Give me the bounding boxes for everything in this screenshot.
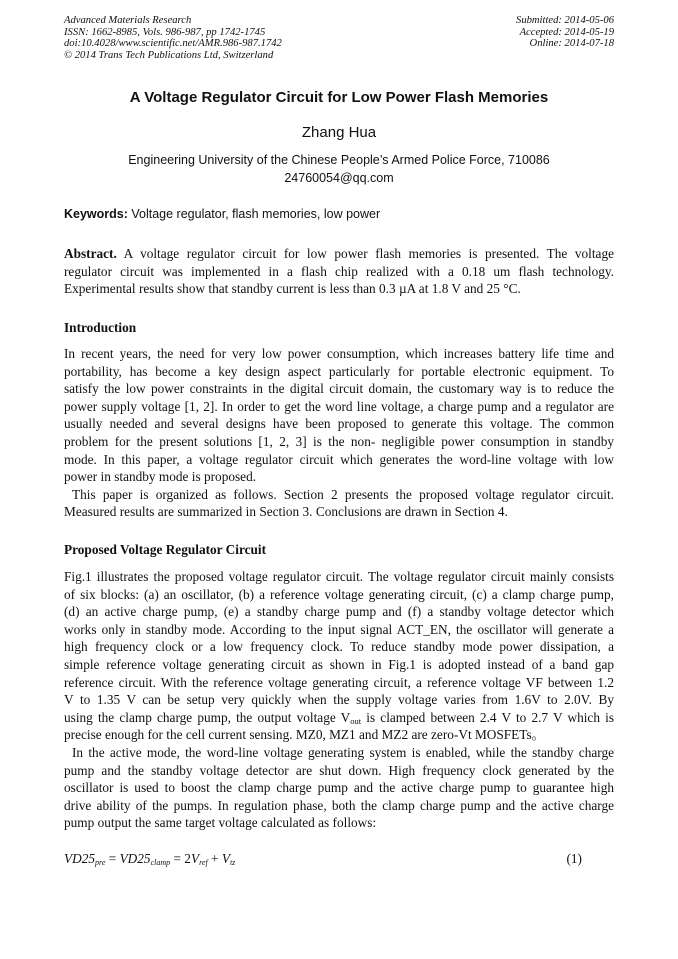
paragraph-line: pump and the standby voltage detector are shut down. High frequency clock generated by the [64,762,614,778]
eq-term: VD25 [64,851,96,866]
paragraph-line: satisfy the low power constraints in the digital circuit domain, the customary way is to reduce the [64,381,614,397]
equation-number: (1) [566,851,582,866]
line-segment: is clamped between 2.4 V to 2.7 V which is [361,709,614,725]
eq-term: V [221,851,230,866]
paragraph-line: mode. In this paper, a voltage regulator circuit which generates the word-line voltage with low [64,451,614,467]
paragraph-line: This paper is organized as follows. Section 2 presents the proposed voltage regulator circuit. [72,486,614,502]
paragraph-line: simple reference voltage generating circuit as shown in Fig.1 is adopted instead of a band gap [64,656,614,672]
doi: doi:10.4028/www.scientific.net/AMR.986-987.1742 [64,38,282,49]
paragraph-line: V to 1.35 V can be setup very quickly when the supply voltage varies from 1.6V to 2.0V. By [64,692,614,708]
accepted-date: Accepted: 2014-05-19 [519,26,614,38]
paragraph-line: works only in standby mode. According to the input signal ACT_EN, the oscillator will generate a [64,621,614,637]
paragraph-line: power in standby mode is proposed. [64,469,257,485]
equation-1 [64,851,614,867]
paragraph-line: power supply voltage [1, 2]. In order to get the word line voltage, a charge pump and a regulator are [64,398,614,414]
paragraph-line: In recent years, the need for very low power consumption, which increases battery life time and [64,346,614,361]
paragraph-line: high frequency clock or a low frequency clock. To reduce standby mode power dissipation, a [64,639,614,655]
proposed-body [64,568,614,832]
dates-info [516,15,614,50]
introduction-heading: Introduction [64,320,137,335]
eq-term: V [190,851,200,866]
introduction-body [64,345,614,521]
subscript: out [350,715,362,726]
abstract [64,245,614,298]
journal-name: Advanced Materials Research [64,15,192,26]
paragraph-line: pump output the same target voltage calculated as follows: [64,815,377,831]
journal-info [64,15,282,61]
eq-term: VD25 [119,851,151,866]
paragraph-line: problem for the present solutions [1, 2, 3] is the non- negligible power consumption in standby [64,433,614,449]
author: Zhang Hua [301,124,377,141]
paragraph-line: In the active mode, the word-line voltage generating system is enabled, while the standby charge [72,744,614,760]
abstract-label: Abstract. [64,246,117,261]
eq-sub: tz [229,858,236,867]
online-date: Online: 2014-07-18 [529,38,614,49]
eq-sub: ref [199,858,208,867]
paragraph-line: drive ability of the pumps. In regulation phase, both the clamp charge pump and the active charge [64,797,614,813]
eq-op: = 2 [170,851,191,866]
abstract-line: regulator circuit was implemented in a flash chip realized with a 0.18 um flash technology. [64,263,614,279]
eq-sub: pre [95,858,106,867]
paragraph-line: Fig.1 illustrates the proposed voltage regulator circuit. The voltage regulator circuit mainly consists [64,569,614,584]
paragraph-line: reference circuit. With the reference voltage generating circuit, a reference voltage VF between 1.2 [64,674,614,690]
paragraph-line [64,709,614,727]
keywords [64,207,380,221]
abstract-line: Experimental results show that standby current is less than 0.3 µA at 1.8 V and 25 °C. [64,281,521,297]
copyright: © 2014 Trans Tech Publications Ltd, Switzerland [64,49,274,61]
eq-sub: clamp [150,858,171,867]
paragraph-line: Measured results are summarized in Section 3. Conclusions are drawn in Section 4. [64,504,508,520]
paper-title: A Voltage Regulator Circuit for Low Power Flash Memories [129,89,549,106]
line-segment: using the clamp charge pump, the output voltage V [64,709,351,725]
keywords-text: Voltage regulator, flash memories, low power [127,207,381,221]
proposed-heading: Proposed Voltage Regulator Circuit [64,542,267,557]
paragraph-line: (d) an active charge pump, (e) a standby charge pump and (f) a standby voltage detector which [64,604,614,620]
abstract-line: A voltage regulator circuit for low power flash memories is presented. The voltage [116,246,614,261]
issn: ISSN: 1662-8985, Vols. 986-987, pp 1742-1745 [64,26,266,38]
keywords-label: Keywords: [64,207,128,221]
email: 24760054@qq.com [284,171,394,185]
paragraph-line: of six blocks: (a) an oscillator, (b) a reference voltage generating circuit, (c) a clamp charge pump, [64,586,614,602]
paragraph-line: precise enough for the cell current sensing. MZ0, MZ1 and MZ2 are zero-Vt MOSFETs。 [64,727,545,743]
affiliation-block [0,151,678,187]
affiliation: Engineering University of the Chinese People’s Armed Police Force, 710086 [128,153,550,167]
paragraph-line: oscillator is used to boost the clamp charge pump and the active charge pump to guarantee high [64,780,614,796]
paragraph-line: usually needed and several designs have been proposed to generate this voltage. The common [64,416,614,432]
paragraph-line: portability, has become a key design aspect particularly for portable electronic equipment. To [64,363,614,379]
eq-op: + [207,851,222,866]
submitted-date: Submitted: 2014-05-06 [516,15,614,26]
eq-op: = [105,851,120,866]
